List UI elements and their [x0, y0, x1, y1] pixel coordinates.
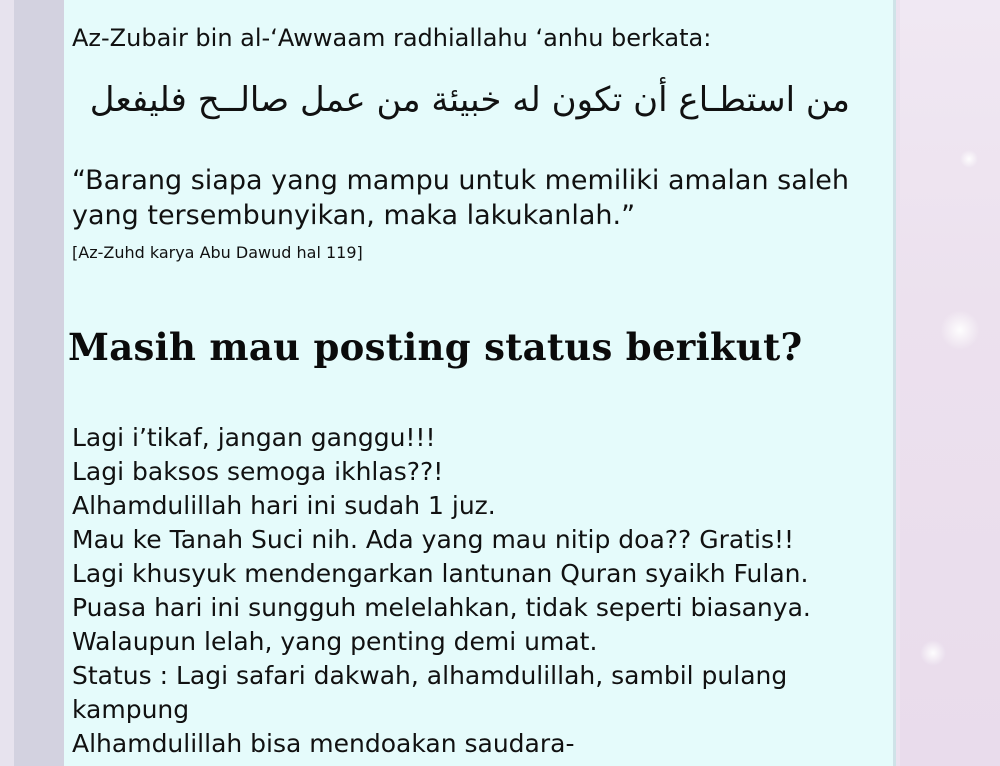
section-heading: Masih mau posting status berikut? [68, 325, 803, 369]
quote-intro: Az-Zubair bin al-‘Awwaam radhiallahu ‘anhu berkata: [72, 24, 712, 52]
decorative-background [900, 0, 1000, 766]
left-sidebar-strip [14, 0, 64, 766]
quote-source: [Az-Zuhd karya Abu Dawud hal 119] [72, 243, 363, 262]
status-list [72, 421, 892, 761]
status-item: Lagi i’tikaf, jangan ganggu!!! [72, 423, 436, 452]
sparkle-decoration [940, 310, 980, 350]
sparkle-decoration [920, 640, 946, 666]
status-item: Puasa hari ini sungguh melelahkan, tidak seperti biasanya. [72, 593, 811, 622]
left-border [0, 0, 14, 766]
sparkle-decoration [960, 150, 978, 168]
quote-translation: “Barang siapa yang mampu untuk memiliki amalan saleh yang tersembunyikan, maka lakukanlah.” [72, 165, 849, 231]
status-item: Lagi khusyuk mendengarkan lantunan Quran syaikh Fulan. [72, 559, 809, 588]
status-item: Status : Lagi safari dakwah, alhamdulillah, sambil pulang kampung [72, 661, 788, 724]
status-item: Mau ke Tanah Suci nih. Ada yang mau nitip doa?? Gratis!! [72, 525, 795, 554]
status-item: Alhamdulillah hari ini sudah 1 juz. [72, 491, 496, 520]
status-item: Alhamdulillah bisa mendoakan saudara- [72, 729, 575, 758]
arabic-quote: من استطـاع أن تكون له خبيئة من عمل صالــح فليفعل [89, 80, 850, 120]
status-item: Lagi baksos semoga ikhlas??! [72, 457, 444, 486]
status-item: Walaupun lelah, yang penting demi umat. [72, 627, 598, 656]
